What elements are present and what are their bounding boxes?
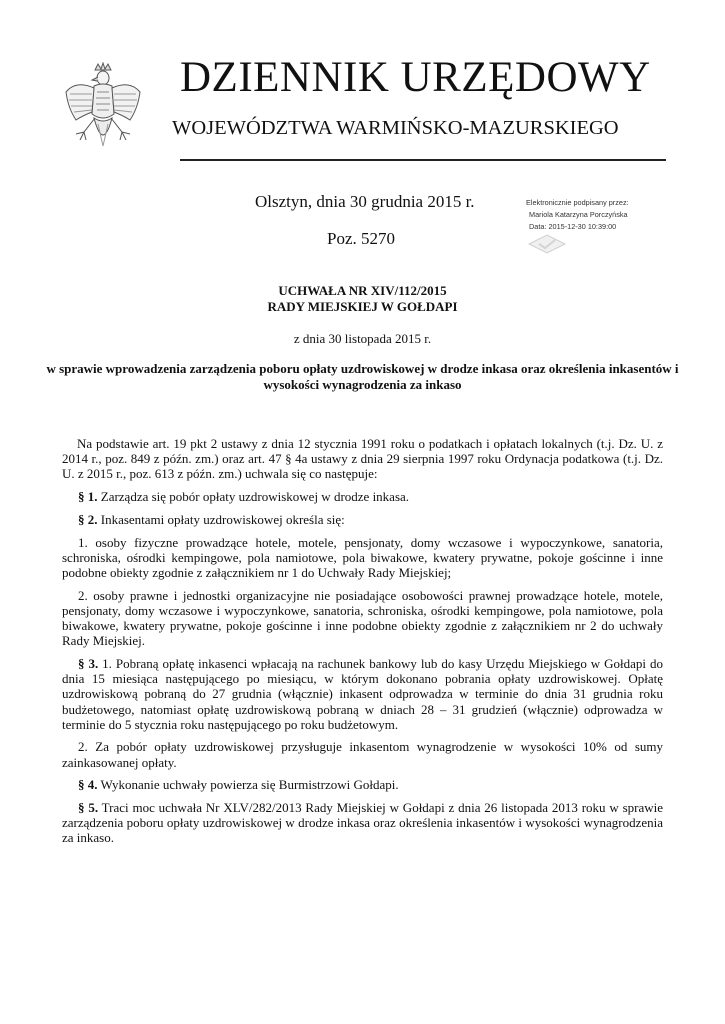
electronic-signature	[526, 197, 686, 233]
position-number: Poz. 5270	[327, 229, 395, 248]
section-2-point-1: 1. osoby fizyczne prowadzące hotele, motele, pensjonaty, domy wczasowe i wypoczynkowe, sanatoria, schroniska, ośrodki kempingowe, pola namiotowe, pola biwakowe, kwatery prywatne, pokoje gościnne i inne podobne obiekty zgodnie z załącznikiem nr 1 do Uchwały Rady Miejskiej;	[62, 534, 663, 580]
journal-title: DZIENNIK URZĘDOWY	[180, 54, 651, 101]
header-divider	[180, 159, 666, 161]
signature-line-1: Elektronicznie podpisany przez:	[526, 198, 629, 207]
section-3-point-2: 2. Za pobór opłaty uzdrowiskowej przysługuje inkasentom wynagrodzenie w wysokości 10% od sumy zainkasowanej opłaty.	[62, 739, 663, 770]
section-4-text: Wykonanie uchwały powierza się Burmistrzowi Gołdapi.	[97, 777, 399, 793]
issue-place-date: Olsztyn, dnia 30 grudnia 2015 r.	[255, 192, 475, 211]
section-1-text: Zarządza się pobór opłaty uzdrowiskowej w drodze inkasa.	[97, 489, 410, 505]
section-2-point-2: 2. osoby prawne i jednostki organizacyjne nie posiadające osobowości prawnej prowadzące hotele, motele, pensjonaty, domy wczasowe i wypoczynkowe, sanatoria, schroniska, ośrodki kempingowe, pola namiotowe, pola biwakowe, kwatery prywatne, pokoje gościnne i inne podobne obiekty zgodnie z załącznikiem nr 2 do uchwały Rady Miejskiej.	[62, 587, 663, 649]
resolution-council: RADY MIEJSKIEJ W GOŁDAPI	[267, 299, 458, 314]
journal-subtitle: WOJEWÓDZTWA WARMIŃSKO-MAZURSKIEGO	[172, 117, 619, 139]
signature-line-3: Data: 2015-12-30 10:39:00	[529, 222, 617, 231]
section-1-label: § 1.	[78, 489, 98, 505]
section-4-label: § 4.	[78, 777, 98, 793]
section-5	[62, 800, 663, 846]
preamble: Na podstawie art. 19 pkt 2 ustawy z dnia 12 stycznia 1991 roku o podatkach i opłatach lokalnych (t.j. Dz. U. z 2014 r., poz. 849 z późn. zm.) oraz art. 47 § 4a ustawy z dnia 29 sierpnia 1997 roku Ordynacja podatkowa (t.j. Dz. U. z 2015 r., poz. 613 z późn. zm.) uchwala się co następuje:	[62, 436, 663, 482]
resolution-date: z dnia 30 listopada 2015 r.	[293, 331, 432, 346]
section-1	[62, 489, 663, 504]
section-3-text: 1. Pobraną opłatę inkasenci wpłacają na rachunek bankowy lub do kasy Urzędu Miejskiego w Gołdapi do dnia 15 miesiąca następującego po miesiącu, w którym dokonano pobrania opłaty uzdrowiskowej. Opłatę uzdrowiskową pobraną do 27 grudnia (włącznie) inkasent odprowadza w terminie do dnia 31 grudnia roku budżetowego, natomiast opłatę uzdrowiskową pobraną w dniach 28 – 31 grudzień (włącznie) odprowadza w terminie do 5 stycznia roku następującego po roku budżetowym.	[62, 655, 663, 732]
resolution-body	[62, 436, 663, 853]
section-2-label: § 2.	[78, 511, 98, 527]
signature-check-icon	[527, 233, 567, 255]
section-3	[62, 656, 663, 732]
section-4	[62, 777, 663, 792]
section-5-text: Traci moc uchwała Nr XLV/282/2013 Rady Miejskiej w Gołdapi z dnia 26 listopada 2013 roku w sprawie zarządzenia poboru opłaty uzdrowiskowej w drodze inkasa oraz określenia inkasentów i wysokości wynagrodzenia za inkaso.	[62, 800, 664, 846]
section-3-label: § 3.	[78, 655, 99, 671]
signature-line-2: Mariola Katarzyna Porczyńska	[529, 210, 628, 219]
section-5-label: § 5.	[78, 800, 99, 816]
section-2-text: Inkasentami opłaty uzdrowiskowej określa się:	[97, 511, 345, 527]
resolution-subject: w sprawie wprowadzenia zarządzenia poboru opłaty uzdrowiskowej w drodze inkasa oraz określenia inkasentów i wysokości wynagrodzenia za inkaso	[46, 361, 679, 392]
section-2	[62, 512, 663, 527]
resolution-number: UCHWAŁA NR XIV/112/2015	[278, 283, 447, 298]
eagle-emblem-icon	[62, 62, 144, 158]
